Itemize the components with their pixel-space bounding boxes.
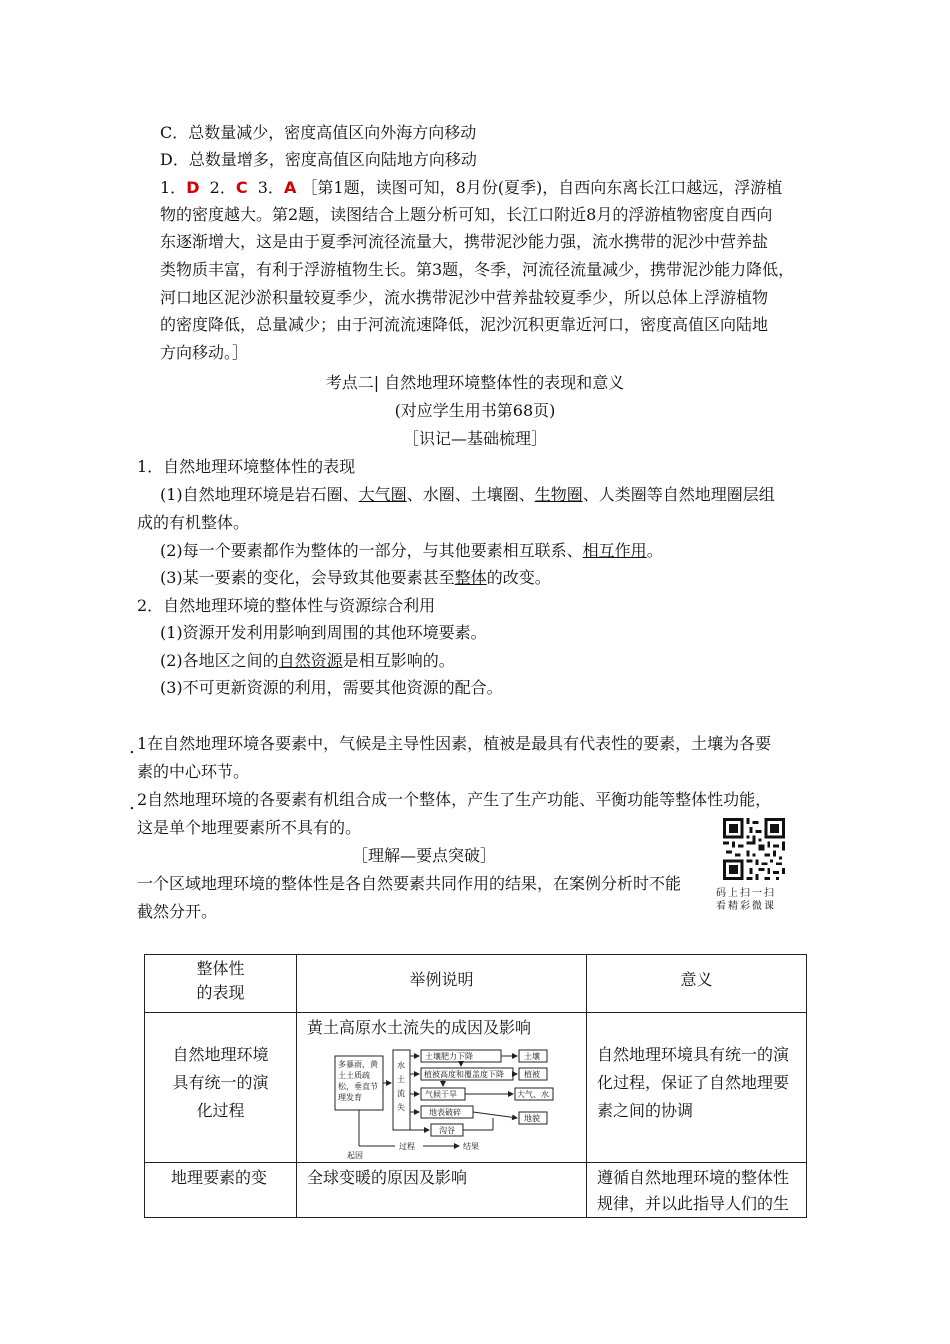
text: 、水圈、土壤圈、	[406, 485, 535, 504]
diagram-label: 气候干旱	[425, 1090, 457, 1099]
diagram-label: 水	[397, 1061, 405, 1070]
diagram-label: 植被高度和覆盖度下降	[424, 1070, 504, 1079]
item-1-point-3	[160, 567, 551, 589]
cell-text: 黄土高原水土流失的成因及影响	[307, 1018, 532, 1037]
answer-key-1: D	[186, 178, 200, 197]
note-marker: .	[129, 737, 135, 758]
table-cell	[297, 1163, 587, 1218]
table-header-cell	[297, 955, 587, 1013]
item-1-point-1	[160, 484, 775, 506]
blank-answer: 自然资源	[278, 651, 343, 670]
diagram-legend: 过程	[399, 1142, 415, 1151]
qr-caption-1: 码上扫一扫	[716, 888, 776, 899]
cell-text: 化过程	[196, 1101, 245, 1120]
cell-text: 自然地理环境具有统一的演	[597, 1045, 790, 1064]
diagram-label: 失	[397, 1103, 405, 1112]
diagram-label: 理发育	[338, 1093, 362, 1102]
qr-caption-2: 看精彩微课	[716, 901, 776, 912]
qr-code[interactable]	[723, 818, 785, 880]
diagram-label: 植被	[524, 1070, 540, 1079]
diagram-label: 流	[397, 1089, 405, 1098]
diagram-label: 土	[397, 1075, 405, 1084]
table-row	[145, 1013, 807, 1163]
table-row	[145, 1163, 807, 1218]
table-cell	[145, 1163, 297, 1218]
text: 是相互影响的。	[342, 651, 455, 670]
header-text: 的表现	[196, 983, 245, 1002]
text: 的改变。	[486, 568, 551, 587]
answer-number: 1．	[160, 178, 187, 197]
answer-number: 2．	[209, 178, 236, 197]
item-2-point-2	[160, 650, 455, 672]
cell-text: 自然地理环境	[172, 1045, 269, 1064]
text: (3)某一要素的变化，会导致其他要素甚至	[160, 568, 455, 587]
text: (1)自然地理环境是岩石圈、	[160, 485, 359, 504]
table-header-cell	[145, 955, 297, 1013]
cell-text: 全球变暖的原因及影响	[307, 1168, 468, 1187]
cell-text: 地理要素的变	[171, 1168, 268, 1187]
answer-line-4: 类物质丰富，有利于浮游植物生长。第3题，冬季，河流径流量减少，携带泥沙能力降低，	[160, 260, 795, 279]
diagram-label: 沟谷	[439, 1126, 455, 1135]
cell-text: 化过程，保证了自然地理要	[597, 1073, 790, 1092]
summary-table	[144, 954, 807, 1218]
text: 、人类圈等自然地理圈层组	[582, 485, 775, 504]
answer-line-7: 方向移动。］	[160, 343, 249, 362]
diagram-label: 松，垂直节	[338, 1082, 378, 1091]
cell-text: 遵循自然地理环境的整体性	[597, 1168, 790, 1187]
note-2-line-1: 2自然地理环境的各要素有机组合成一个整体，产生了生产功能、平衡功能等整体性功能，	[137, 790, 772, 809]
header-text: 意义	[680, 970, 713, 989]
diagram-label: 多暴雨，黄	[338, 1060, 378, 1069]
cell-text: 素之间的协调	[597, 1101, 694, 1120]
subsection-heading-2: ［理解—要点突破］	[352, 846, 497, 865]
answer-line-3: 东逐渐增大，这是由于夏季河流径流量大，携带泥沙能力强，流水携带的泥沙中营养盐	[160, 232, 769, 251]
answer-line-5: 河口地区泥沙淤积量较夏季少，流水携带泥沙中营养盐较夏季少，所以总体上浮游植物	[160, 288, 769, 307]
answer-line-6: 的密度降低，总量减少；由于河流流速降低，泥沙沉积更靠近河口，密度高值区向陆地	[160, 315, 769, 334]
diagram-label: 土壤肥力下降	[425, 1052, 473, 1061]
note-1-line-2: 素的中心环节。	[137, 762, 250, 781]
soil-erosion-diagram	[333, 1046, 565, 1161]
diagram-label: 土壤	[524, 1052, 540, 1061]
item-2-point-1: (1)资源开发利用影响到周围的其他环境要素。	[160, 623, 487, 642]
table-header-cell	[587, 955, 807, 1013]
answer-line-2: 物的密度越大。第2题，读图结合上题分析可知，长江口附近8月的浮游植物密度自西向	[160, 205, 773, 224]
intro-line-1: 一个区域地理环境的整体性是各自然要素共同作用的结果，在案例分析时不能	[137, 874, 682, 893]
diagram-label: 地表破碎	[429, 1108, 461, 1117]
note-marker: .	[129, 793, 135, 814]
answer-line-1	[160, 177, 782, 199]
cell-text: 具有统一的演	[172, 1073, 269, 1092]
answer-text: ［第1题，读图可知，8月份(夏季)，自西向东离长江口越远，浮游植	[301, 178, 783, 197]
header-text: 整体性	[196, 959, 245, 978]
blank-answer: 整体	[454, 568, 487, 587]
answer-key-3: A	[283, 178, 297, 197]
diagram-legend: 起因	[347, 1151, 363, 1160]
table-cell	[297, 1013, 587, 1163]
note-1-line-1: 1在自然地理环境各要素中，气候是主导性因素，植被是最具有代表性的要素，土壤为各要	[137, 734, 772, 753]
table-cell	[587, 1163, 807, 1218]
text: (2)各地区之间的	[160, 651, 279, 670]
blank-answer: 相互作用	[582, 541, 647, 560]
blank-answer: 生物圈	[534, 485, 583, 504]
text: (2)每一个要素都作为整体的一部分，与其他要素相互联系、	[160, 541, 583, 560]
item-1-heading: 1．自然地理环境整体性的表现	[137, 457, 356, 476]
option-d: D．总数量增多，密度高值区向陆地方向移动	[160, 150, 477, 169]
item-2-heading: 2．自然地理环境的整体性与资源综合利用	[137, 596, 436, 615]
table-cell	[587, 1013, 807, 1163]
diagram-legend: 结果	[463, 1142, 479, 1151]
section-reference: (对应学生用书第68页)	[394, 401, 556, 420]
table-cell	[145, 1013, 297, 1163]
cell-text: 规律，并以此指导人们的生	[597, 1194, 790, 1213]
item-2-point-3: (3)不可更新资源的利用，需要其他资源的配合。	[160, 678, 503, 697]
header-text: 举例说明	[409, 970, 474, 989]
blank-answer: 大气圈	[358, 485, 407, 504]
diagram-label: 地貌	[524, 1114, 540, 1123]
option-c: C．总数量减少，密度高值区向外海方向移动	[160, 123, 477, 142]
diagram-label: 大气、水	[517, 1090, 549, 1099]
answer-key-2: C	[235, 178, 248, 197]
intro-line-2: 截然分开。	[137, 902, 218, 921]
section-title: 考点二| 自然地理环境整体性的表现和意义	[325, 373, 625, 392]
answer-number: 3．	[257, 178, 284, 197]
note-2-line-2: 这是单个地理要素所不具有的。	[137, 818, 362, 837]
item-1-point-1-cont: 成的有机整体。	[137, 513, 250, 532]
diagram-label: 土土质疏	[338, 1071, 370, 1080]
table-header-row	[145, 955, 807, 1013]
text: 。	[646, 541, 663, 560]
subsection-heading: ［识记—基础梳理］	[402, 429, 547, 448]
item-1-point-2	[160, 540, 663, 562]
